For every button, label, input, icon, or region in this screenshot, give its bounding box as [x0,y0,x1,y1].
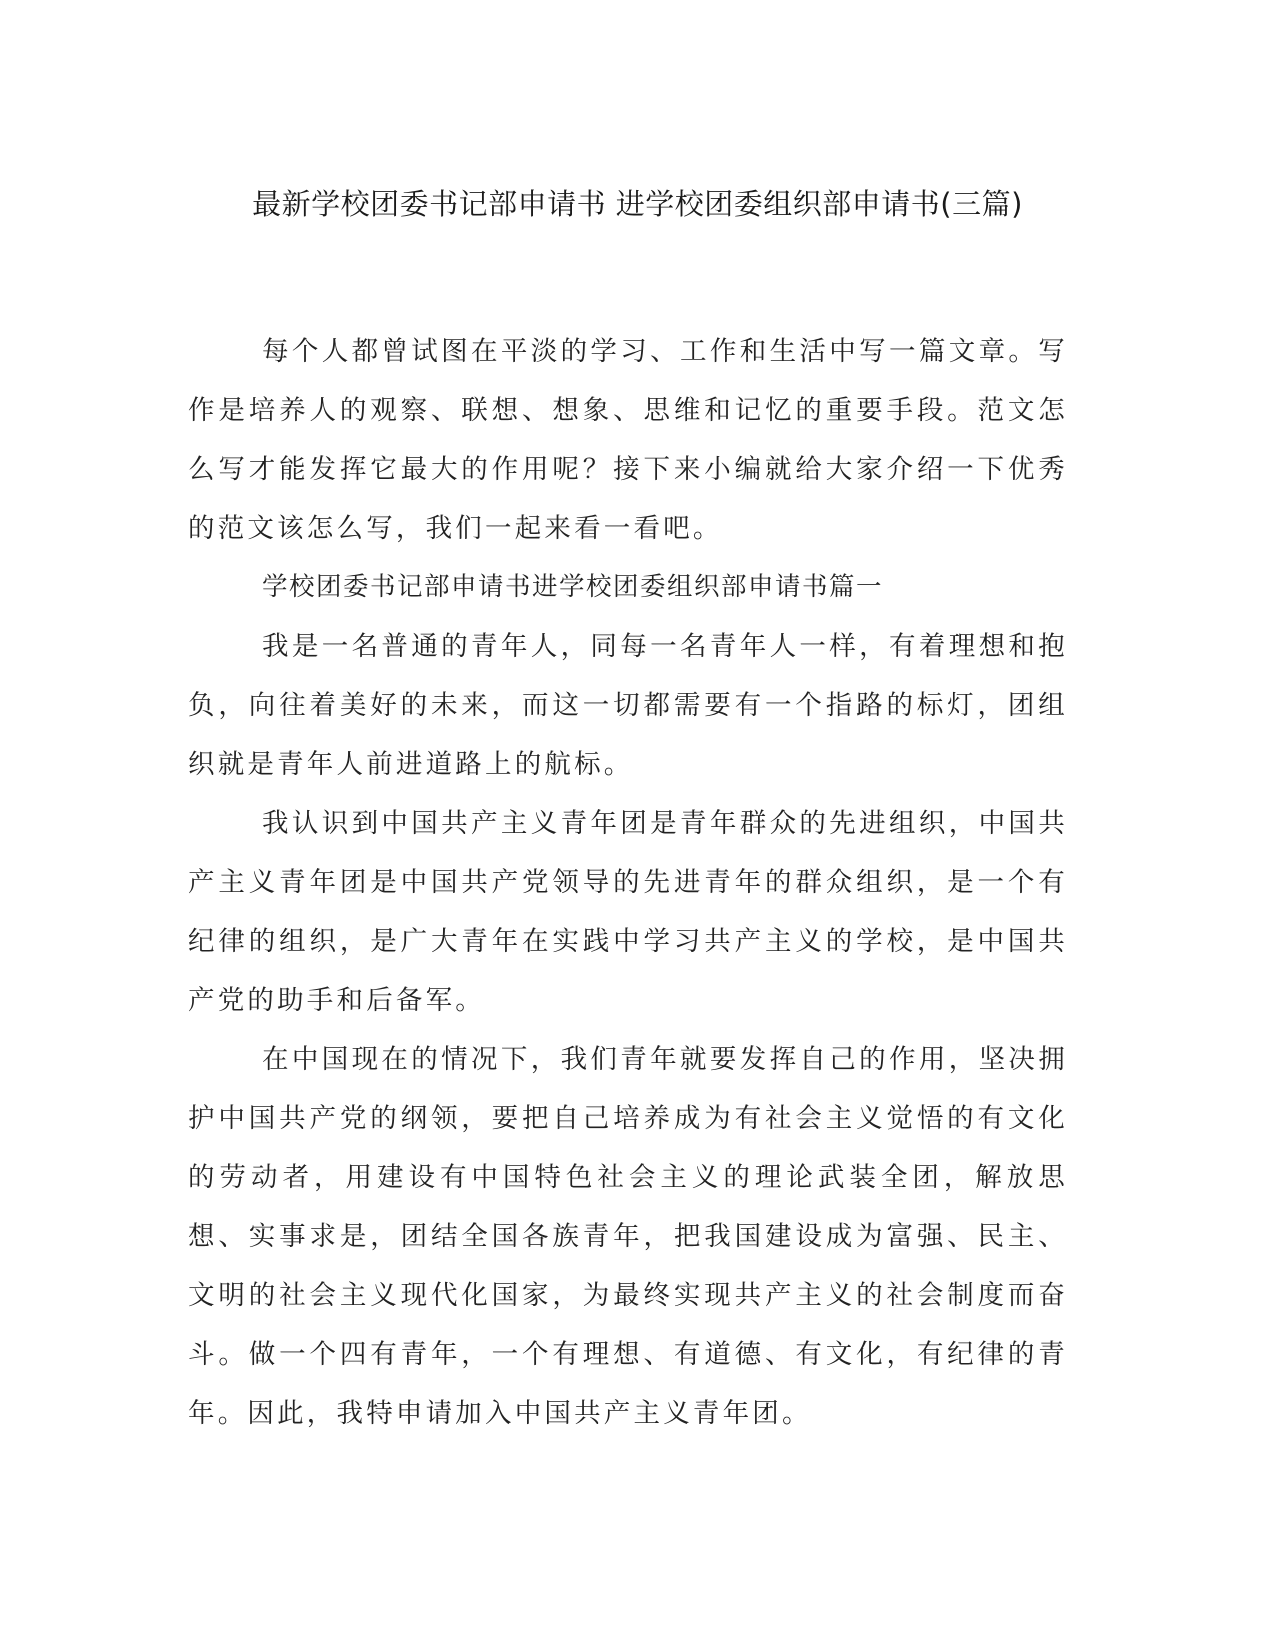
body-paragraph: 在中国现在的情况下，我们青年就要发挥自己的作用，坚决拥护中国共产党的纲领，要把自己培养成为有社会主义觉悟的有文化的劳动者，用建设有中国特色社会主义的理论武装全团，解放思想、实事求是，团结全国各族青年，把我国建设成为富强、民主、文明的社会主义现代化国家，为最终实现共产主义的社会制度而奋斗。做一个四有青年，一个有理想、有道德、有文化，有纪律的青年。因此，我特申请加入中国共产主义青年团。 [188,1044,1068,1429]
section-heading: 学校团委书记部申请书进学校团委组织部申请书篇一 [262,572,884,602]
document-body [188,322,1068,1443]
body-paragraph: 我认识到中国共产主义青年团是青年群众的先进组织，中国共产主义青年团是中国共产党领导的先进青年的群众组织，是一个有纪律的组织，是广大青年在实践中学习共产主义的学校，是中国共产党的助手和后备军。 [188,808,1068,1016]
body-paragraph: 我是一名普通的青年人，同每一名青年人一样，有着理想和抱负，向往着美好的未来，而这一切都需要有一个指路的标灯，团组织就是青年人前进道路上的航标。 [188,631,1068,780]
intro-paragraph: 每个人都曾试图在平淡的学习、工作和生活中写一篇文章。写作是培养人的观察、联想、想象、思维和记忆的重要手段。范文怎么写才能发挥它最大的作用呢？接下来小编就给大家介绍一下优秀的范文该怎么写，我们一起来看一看吧。 [188,336,1068,544]
document-title: 最新学校团委书记部申请书 进学校团委组织部申请书(三篇) [252,187,1023,221]
